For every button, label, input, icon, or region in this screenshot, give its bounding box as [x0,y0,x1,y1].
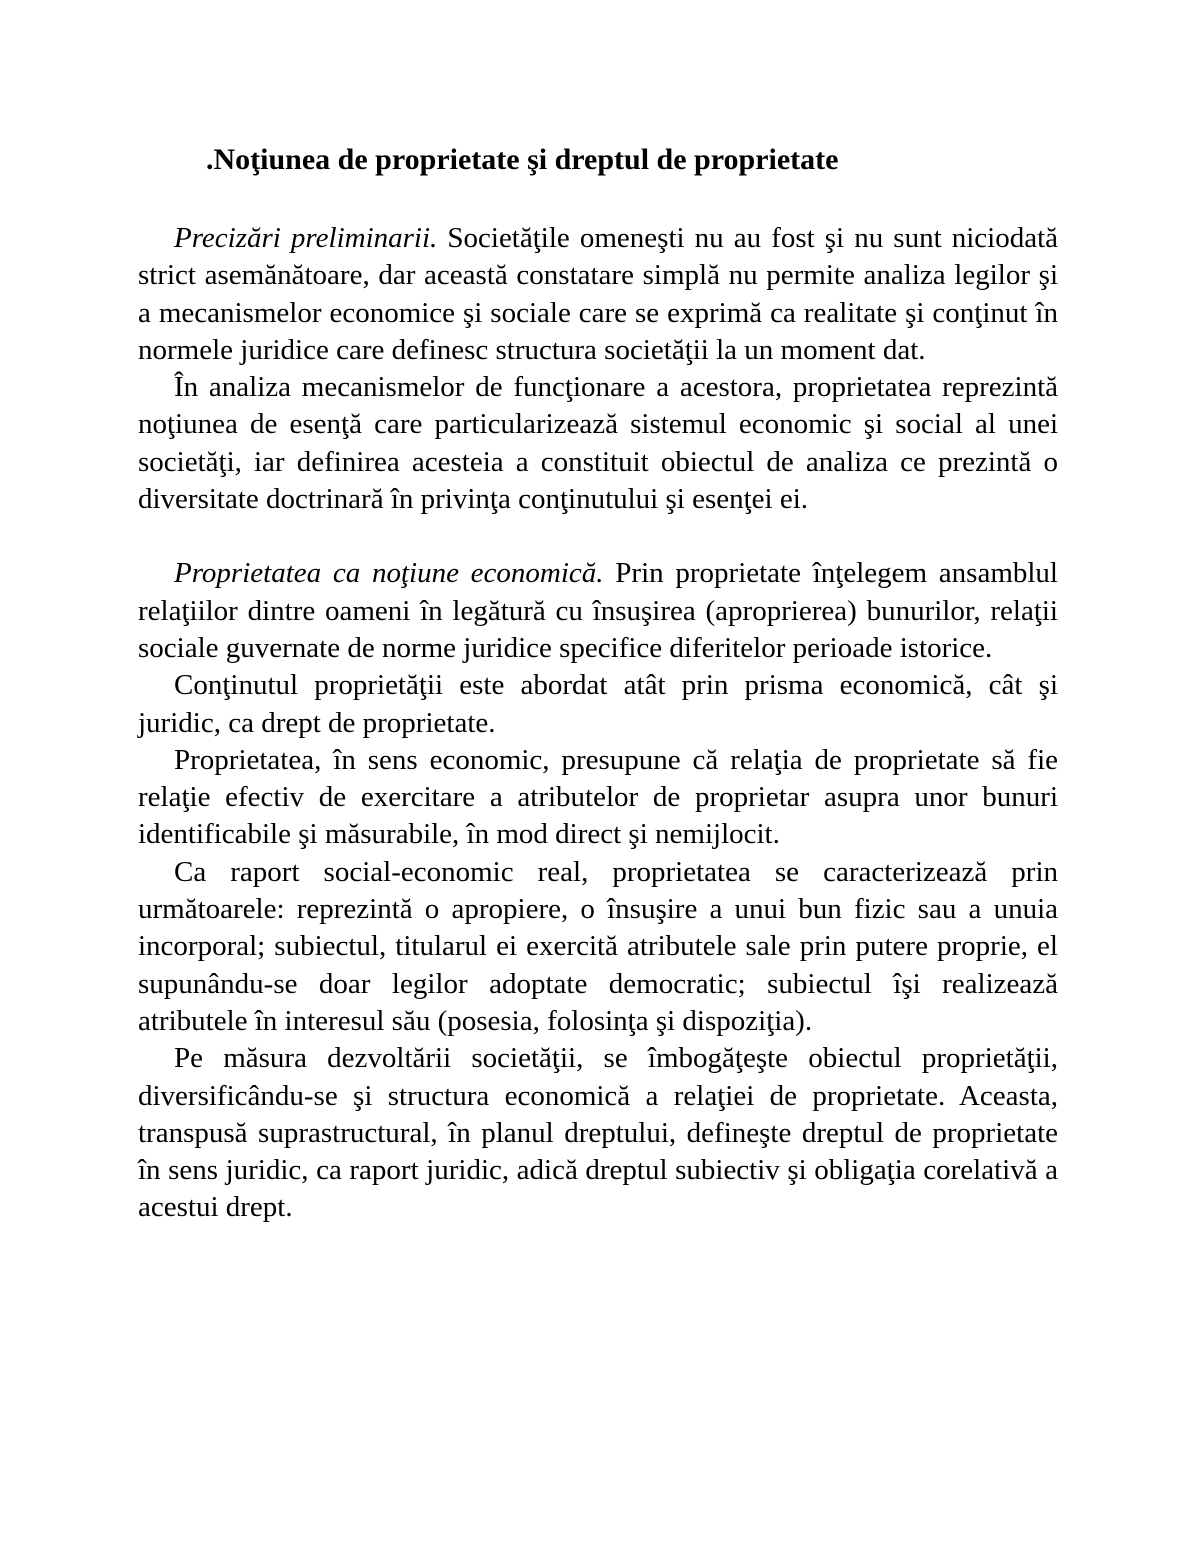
paragraph-text: Proprietatea, în sens economic, presupune că relaţia de proprietate să fie relaţie efectiv de exercitare a atributelor de proprietar asupra unor bunuri identificabile şi măsurabile, în mod direct şi nemijlocit. [138,743,1058,851]
document-title: .Noţiunea de proprietate şi dreptul de proprietate [206,143,839,176]
paragraph-economic-sense [138,742,1058,854]
paragraph-text: Conţinutul proprietăţii este abordat atât prin prisma economică, cât şi juridic, ca drept de proprietate. [138,669,1058,739]
paragraph-society-development [138,1040,1058,1226]
paragraph-lead: Precizări preliminarii. [174,222,438,254]
paragraph-economic-notion [138,555,1058,667]
paragraph-text: Pe măsura dezvoltării societăţii, se îmbogăţeşte obiectul proprietăţii, diversificându-se şi structura economică a relaţiei de proprietate. Aceasta, transpusă suprastructural, în planul dreptului, defineşte dreptul de proprietate în sens juridic, ca raport juridic, adică dreptul subiectiv şi obligaţia corelativă a acestui drept. [138,1042,1058,1224]
paragraph-social-economic-report [138,854,1058,1040]
paragraph-preliminary-notes [138,220,1058,369]
paragraph-text: Ca raport social-economic real, proprietatea se caracterizează prin următoarele: reprezintă o apropiere, o însuşire a unui bun fizic sau a unuia incorporal; subiectul, titularul ei exercită atributele sale prin putere proprie, el supunându-se doar legilor adoptate democratic; subiectul îşi realizează atributele în interesul său (posesia, folosinţa şi dispoziţia). [138,855,1058,1037]
document-page [138,138,1058,1227]
paragraph-lead: Proprietatea ca noţiune economică. [174,557,604,590]
paragraph-text: Societăţile omeneşti nu au fost şi nu sunt niciodată strict asemănătoare, dar această constatare simplă nu permite analiza legilor şi a mecanismelor economice şi sociale care se exprimă ca realitate şi conţinut în normele juridice care definesc structura societăţii la un moment dat. [138,222,1059,366]
paragraph-property-content [138,667,1058,742]
paragraph-text: În analiza mecanismelor de funcţionare a acestora, proprietatea reprezintă noţiunea de esenţă care particularizează sistemul economic şi social al unei societăţi, iar definirea acesteia a constituit obiectul de analiza ce prezintă o diversitate doctrinară în privinţa conţinutului şi esenţei ei. [138,371,1058,516]
paragraph-text: Prin proprietate înţelegem ansamblul relaţiilor dintre oameni în legătură cu însuşirea (aproprierea) bunurilor, relaţii sociale guvernate de norme juridice specifice diferitelor perioade istorice. [138,557,1058,664]
paragraph-functioning-mechanisms [138,369,1058,518]
